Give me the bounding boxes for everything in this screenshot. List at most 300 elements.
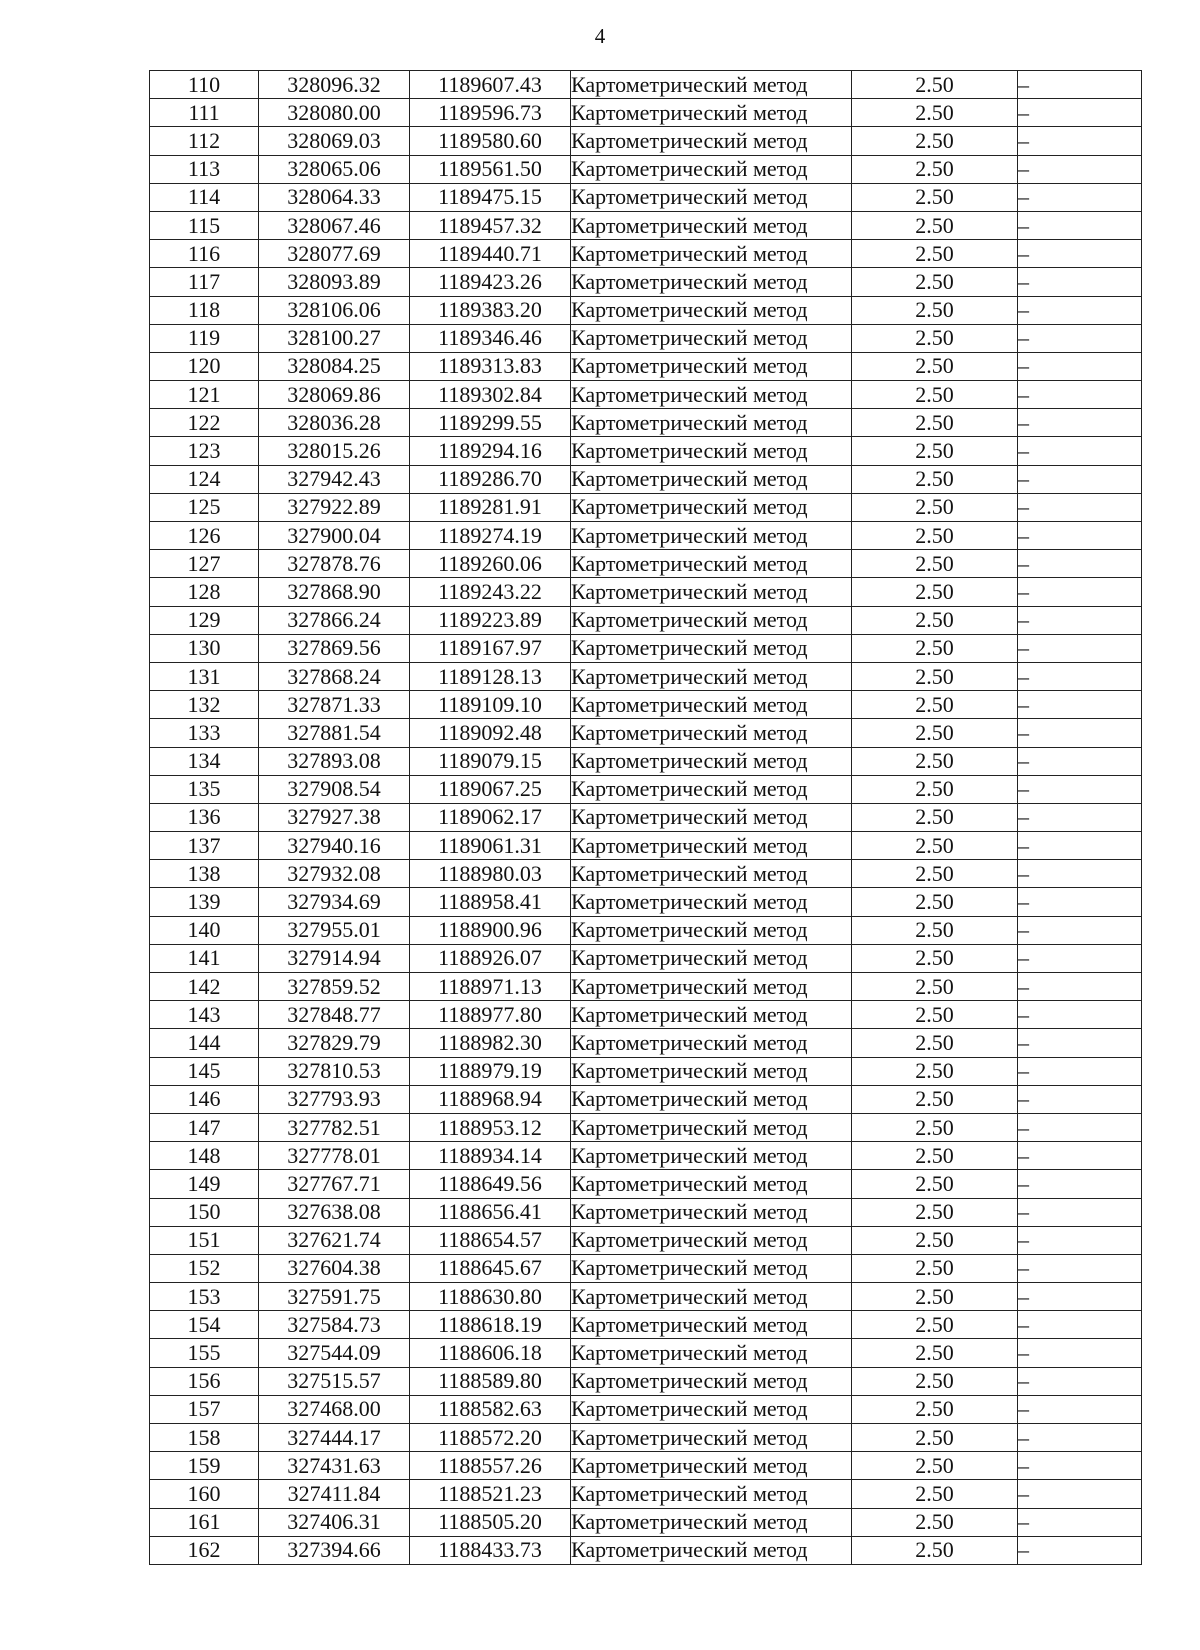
y-coordinate-cell: 1189561.50 [410, 155, 571, 183]
point-number-cell: 135 [150, 775, 259, 803]
x-coordinate-cell: 327604.38 [259, 1254, 410, 1282]
accuracy-cell: 2.50 [852, 1029, 1018, 1057]
accuracy-cell: 2.50 [852, 1085, 1018, 1113]
note-cell: – [1018, 127, 1142, 155]
method-cell: Картометрический метод [571, 1001, 852, 1029]
method-cell: Картометрический метод [571, 127, 852, 155]
y-coordinate-cell: 1189580.60 [410, 127, 571, 155]
table-row [150, 268, 1142, 296]
accuracy-cell: 2.50 [852, 1424, 1018, 1452]
table-row [150, 973, 1142, 1001]
method-cell: Картометрический метод [571, 775, 852, 803]
x-coordinate-cell: 327584.73 [259, 1311, 410, 1339]
note-cell: – [1018, 1029, 1142, 1057]
accuracy-cell: 2.50 [852, 860, 1018, 888]
method-cell: Картометрический метод [571, 296, 852, 324]
accuracy-cell: 2.50 [852, 240, 1018, 268]
accuracy-cell: 2.50 [852, 550, 1018, 578]
accuracy-cell: 2.50 [852, 324, 1018, 352]
method-cell: Картометрический метод [571, 634, 852, 662]
table-row [150, 944, 1142, 972]
y-coordinate-cell: 1188630.80 [410, 1283, 571, 1311]
method-cell: Картометрический метод [571, 437, 852, 465]
accuracy-cell: 2.50 [852, 578, 1018, 606]
note-cell: – [1018, 381, 1142, 409]
method-cell: Картометрический метод [571, 183, 852, 211]
table-row [150, 183, 1142, 211]
method-cell: Картометрический метод [571, 1367, 852, 1395]
method-cell: Картометрический метод [571, 409, 852, 437]
method-cell: Картометрический метод [571, 352, 852, 380]
method-cell: Картометрический метод [571, 99, 852, 127]
point-number-cell: 119 [150, 324, 259, 352]
table-row [150, 296, 1142, 324]
point-number-cell: 151 [150, 1226, 259, 1254]
x-coordinate-cell: 327793.93 [259, 1085, 410, 1113]
note-cell: – [1018, 832, 1142, 860]
method-cell: Картометрический метод [571, 211, 852, 239]
y-coordinate-cell: 1189067.25 [410, 775, 571, 803]
table-row [150, 437, 1142, 465]
accuracy-cell: 2.50 [852, 127, 1018, 155]
accuracy-cell: 2.50 [852, 352, 1018, 380]
y-coordinate-cell: 1188971.13 [410, 973, 571, 1001]
page-number: 4 [594, 24, 606, 48]
accuracy-cell: 2.50 [852, 99, 1018, 127]
method-cell: Картометрический метод [571, 944, 852, 972]
method-cell: Картометрический метод [571, 747, 852, 775]
point-number-cell: 149 [150, 1170, 259, 1198]
y-coordinate-cell: 1189423.26 [410, 268, 571, 296]
note-cell: – [1018, 691, 1142, 719]
accuracy-cell: 2.50 [852, 522, 1018, 550]
note-cell: – [1018, 352, 1142, 380]
point-number-cell: 156 [150, 1367, 259, 1395]
table-row [150, 1480, 1142, 1508]
note-cell: – [1018, 1367, 1142, 1395]
accuracy-cell: 2.50 [852, 634, 1018, 662]
note-cell: – [1018, 183, 1142, 211]
method-cell: Картометрический метод [571, 493, 852, 521]
y-coordinate-cell: 1189302.84 [410, 381, 571, 409]
method-cell: Картометрический метод [571, 1170, 852, 1198]
y-coordinate-cell: 1189167.97 [410, 634, 571, 662]
point-number-cell: 127 [150, 550, 259, 578]
x-coordinate-cell: 327468.00 [259, 1395, 410, 1423]
method-cell: Картометрический метод [571, 1508, 852, 1536]
x-coordinate-cell: 327431.63 [259, 1452, 410, 1480]
method-cell: Картометрический метод [571, 1142, 852, 1170]
y-coordinate-cell: 1188649.56 [410, 1170, 571, 1198]
x-coordinate-cell: 327900.04 [259, 522, 410, 550]
note-cell: – [1018, 634, 1142, 662]
note-cell: – [1018, 71, 1142, 99]
table-row [150, 1226, 1142, 1254]
y-coordinate-cell: 1189475.15 [410, 183, 571, 211]
accuracy-cell: 2.50 [852, 409, 1018, 437]
point-number-cell: 118 [150, 296, 259, 324]
accuracy-cell: 2.50 [852, 1536, 1018, 1564]
point-number-cell: 130 [150, 634, 259, 662]
table-row [150, 1367, 1142, 1395]
y-coordinate-cell: 1189092.48 [410, 719, 571, 747]
x-coordinate-cell: 328093.89 [259, 268, 410, 296]
point-number-cell: 132 [150, 691, 259, 719]
y-coordinate-cell: 1189346.46 [410, 324, 571, 352]
accuracy-cell: 2.50 [852, 1198, 1018, 1226]
note-cell: – [1018, 1001, 1142, 1029]
accuracy-cell: 2.50 [852, 944, 1018, 972]
y-coordinate-cell: 1189440.71 [410, 240, 571, 268]
method-cell: Картометрический метод [571, 240, 852, 268]
point-number-cell: 158 [150, 1424, 259, 1452]
y-coordinate-cell: 1188982.30 [410, 1029, 571, 1057]
y-coordinate-cell: 1189223.89 [410, 606, 571, 634]
point-number-cell: 133 [150, 719, 259, 747]
point-number-cell: 155 [150, 1339, 259, 1367]
point-number-cell: 148 [150, 1142, 259, 1170]
note-cell: – [1018, 99, 1142, 127]
point-number-cell: 117 [150, 268, 259, 296]
y-coordinate-cell: 1188572.20 [410, 1424, 571, 1452]
y-coordinate-cell: 1189281.91 [410, 493, 571, 521]
method-cell: Картометрический метод [571, 71, 852, 99]
x-coordinate-cell: 327544.09 [259, 1339, 410, 1367]
x-coordinate-cell: 327411.84 [259, 1480, 410, 1508]
y-coordinate-cell: 1188980.03 [410, 860, 571, 888]
accuracy-cell: 2.50 [852, 296, 1018, 324]
accuracy-cell: 2.50 [852, 1395, 1018, 1423]
table-row [150, 1536, 1142, 1564]
accuracy-cell: 2.50 [852, 1480, 1018, 1508]
x-coordinate-cell: 327881.54 [259, 719, 410, 747]
table-row [150, 1311, 1142, 1339]
accuracy-cell: 2.50 [852, 662, 1018, 690]
y-coordinate-cell: 1189299.55 [410, 409, 571, 437]
method-cell: Картометрический метод [571, 381, 852, 409]
note-cell: – [1018, 578, 1142, 606]
x-coordinate-cell: 327782.51 [259, 1113, 410, 1141]
point-number-cell: 120 [150, 352, 259, 380]
method-cell: Картометрический метод [571, 1480, 852, 1508]
x-coordinate-cell: 328080.00 [259, 99, 410, 127]
method-cell: Картометрический метод [571, 522, 852, 550]
y-coordinate-cell: 1188654.57 [410, 1226, 571, 1254]
accuracy-cell: 2.50 [852, 1113, 1018, 1141]
table-row [150, 240, 1142, 268]
method-cell: Картометрический метод [571, 155, 852, 183]
note-cell: – [1018, 211, 1142, 239]
accuracy-cell: 2.50 [852, 973, 1018, 1001]
table-row [150, 550, 1142, 578]
method-cell: Картометрический метод [571, 973, 852, 1001]
point-number-cell: 113 [150, 155, 259, 183]
y-coordinate-cell: 1189109.10 [410, 691, 571, 719]
table-row [150, 803, 1142, 831]
table-row [150, 352, 1142, 380]
table-row [150, 99, 1142, 127]
table-row [150, 1508, 1142, 1536]
note-cell: – [1018, 1226, 1142, 1254]
method-cell: Картометрический метод [571, 268, 852, 296]
x-coordinate-cell: 327859.52 [259, 973, 410, 1001]
x-coordinate-cell: 328069.86 [259, 381, 410, 409]
table-row [150, 860, 1142, 888]
note-cell: – [1018, 550, 1142, 578]
table-row [150, 381, 1142, 409]
point-number-cell: 143 [150, 1001, 259, 1029]
x-coordinate-cell: 328067.46 [259, 211, 410, 239]
table-row [150, 1254, 1142, 1282]
point-number-cell: 134 [150, 747, 259, 775]
note-cell: – [1018, 1198, 1142, 1226]
note-cell: – [1018, 973, 1142, 1001]
y-coordinate-cell: 1189607.43 [410, 71, 571, 99]
note-cell: – [1018, 1395, 1142, 1423]
y-coordinate-cell: 1189062.17 [410, 803, 571, 831]
accuracy-cell: 2.50 [852, 719, 1018, 747]
accuracy-cell: 2.50 [852, 1283, 1018, 1311]
x-coordinate-cell: 327869.56 [259, 634, 410, 662]
y-coordinate-cell: 1189457.32 [410, 211, 571, 239]
table-row [150, 127, 1142, 155]
table-row [150, 662, 1142, 690]
accuracy-cell: 2.50 [852, 1226, 1018, 1254]
accuracy-cell: 2.50 [852, 775, 1018, 803]
note-cell: – [1018, 1424, 1142, 1452]
x-coordinate-cell: 327515.57 [259, 1367, 410, 1395]
note-cell: – [1018, 155, 1142, 183]
point-number-cell: 159 [150, 1452, 259, 1480]
table-row [150, 522, 1142, 550]
table-row [150, 775, 1142, 803]
accuracy-cell: 2.50 [852, 1001, 1018, 1029]
y-coordinate-cell: 1189079.15 [410, 747, 571, 775]
note-cell: – [1018, 493, 1142, 521]
point-number-cell: 131 [150, 662, 259, 690]
x-coordinate-cell: 328065.06 [259, 155, 410, 183]
point-number-cell: 112 [150, 127, 259, 155]
table-row [150, 719, 1142, 747]
x-coordinate-cell: 327868.24 [259, 662, 410, 690]
table-row [150, 634, 1142, 662]
y-coordinate-cell: 1189260.06 [410, 550, 571, 578]
point-number-cell: 144 [150, 1029, 259, 1057]
method-cell: Картометрический метод [571, 1029, 852, 1057]
y-coordinate-cell: 1189294.16 [410, 437, 571, 465]
x-coordinate-cell: 327778.01 [259, 1142, 410, 1170]
accuracy-cell: 2.50 [852, 747, 1018, 775]
y-coordinate-cell: 1188433.73 [410, 1536, 571, 1564]
method-cell: Картометрический метод [571, 1057, 852, 1085]
table-row [150, 409, 1142, 437]
accuracy-cell: 2.50 [852, 1311, 1018, 1339]
y-coordinate-cell: 1188582.63 [410, 1395, 571, 1423]
x-coordinate-cell: 327868.90 [259, 578, 410, 606]
accuracy-cell: 2.50 [852, 1339, 1018, 1367]
x-coordinate-cell: 327893.08 [259, 747, 410, 775]
y-coordinate-cell: 1188589.80 [410, 1367, 571, 1395]
point-number-cell: 136 [150, 803, 259, 831]
point-number-cell: 124 [150, 465, 259, 493]
table-row [150, 578, 1142, 606]
note-cell: – [1018, 719, 1142, 747]
x-coordinate-cell: 327871.33 [259, 691, 410, 719]
table-row [150, 1395, 1142, 1423]
x-coordinate-cell: 327829.79 [259, 1029, 410, 1057]
point-number-cell: 126 [150, 522, 259, 550]
note-cell: – [1018, 522, 1142, 550]
y-coordinate-cell: 1188521.23 [410, 1480, 571, 1508]
note-cell: – [1018, 1170, 1142, 1198]
point-number-cell: 161 [150, 1508, 259, 1536]
x-coordinate-cell: 327848.77 [259, 1001, 410, 1029]
x-coordinate-cell: 327444.17 [259, 1424, 410, 1452]
method-cell: Картометрический метод [571, 1226, 852, 1254]
method-cell: Картометрический метод [571, 1113, 852, 1141]
table-row [150, 1001, 1142, 1029]
x-coordinate-cell: 328096.32 [259, 71, 410, 99]
y-coordinate-cell: 1188505.20 [410, 1508, 571, 1536]
note-cell: – [1018, 1113, 1142, 1141]
accuracy-cell: 2.50 [852, 1057, 1018, 1085]
accuracy-cell: 2.50 [852, 211, 1018, 239]
method-cell: Картометрический метод [571, 1085, 852, 1113]
table-row [150, 1085, 1142, 1113]
accuracy-cell: 2.50 [852, 1142, 1018, 1170]
method-cell: Картометрический метод [571, 1283, 852, 1311]
note-cell: – [1018, 465, 1142, 493]
y-coordinate-cell: 1189274.19 [410, 522, 571, 550]
y-coordinate-cell: 1188656.41 [410, 1198, 571, 1226]
x-coordinate-cell: 327940.16 [259, 832, 410, 860]
point-number-cell: 121 [150, 381, 259, 409]
x-coordinate-cell: 327934.69 [259, 888, 410, 916]
method-cell: Картометрический метод [571, 691, 852, 719]
table-row [150, 1170, 1142, 1198]
point-number-cell: 160 [150, 1480, 259, 1508]
accuracy-cell: 2.50 [852, 381, 1018, 409]
x-coordinate-cell: 328106.06 [259, 296, 410, 324]
x-coordinate-cell: 327767.71 [259, 1170, 410, 1198]
table-row [150, 1113, 1142, 1141]
note-cell: – [1018, 1283, 1142, 1311]
y-coordinate-cell: 1188557.26 [410, 1452, 571, 1480]
table-row [150, 1029, 1142, 1057]
table-row [150, 211, 1142, 239]
accuracy-cell: 2.50 [852, 465, 1018, 493]
note-cell: – [1018, 1254, 1142, 1282]
accuracy-cell: 2.50 [852, 803, 1018, 831]
accuracy-cell: 2.50 [852, 832, 1018, 860]
x-coordinate-cell: 327942.43 [259, 465, 410, 493]
table-row [150, 155, 1142, 183]
point-number-cell: 123 [150, 437, 259, 465]
note-cell: – [1018, 747, 1142, 775]
method-cell: Картометрический метод [571, 1198, 852, 1226]
table-row [150, 916, 1142, 944]
table-row [150, 1057, 1142, 1085]
point-number-cell: 147 [150, 1113, 259, 1141]
y-coordinate-cell: 1188977.80 [410, 1001, 571, 1029]
note-cell: – [1018, 1085, 1142, 1113]
x-coordinate-cell: 327394.66 [259, 1536, 410, 1564]
accuracy-cell: 2.50 [852, 437, 1018, 465]
note-cell: – [1018, 1508, 1142, 1536]
note-cell: – [1018, 1057, 1142, 1085]
x-coordinate-cell: 328036.28 [259, 409, 410, 437]
method-cell: Картометрический метод [571, 832, 852, 860]
table-row [150, 1283, 1142, 1311]
table-row [150, 691, 1142, 719]
note-cell: – [1018, 1536, 1142, 1564]
method-cell: Картометрический метод [571, 1395, 852, 1423]
accuracy-cell: 2.50 [852, 1508, 1018, 1536]
note-cell: – [1018, 296, 1142, 324]
accuracy-cell: 2.50 [852, 606, 1018, 634]
accuracy-cell: 2.50 [852, 916, 1018, 944]
table-row [150, 1339, 1142, 1367]
point-number-cell: 142 [150, 973, 259, 1001]
method-cell: Картометрический метод [571, 606, 852, 634]
x-coordinate-cell: 328069.03 [259, 127, 410, 155]
note-cell: – [1018, 803, 1142, 831]
x-coordinate-cell: 327638.08 [259, 1198, 410, 1226]
point-number-cell: 114 [150, 183, 259, 211]
note-cell: – [1018, 1480, 1142, 1508]
point-number-cell: 111 [150, 99, 259, 127]
method-cell: Картометрический метод [571, 888, 852, 916]
table-row [150, 465, 1142, 493]
method-cell: Картометрический метод [571, 1339, 852, 1367]
table-row [150, 324, 1142, 352]
y-coordinate-cell: 1188958.41 [410, 888, 571, 916]
x-coordinate-cell: 327406.31 [259, 1508, 410, 1536]
note-cell: – [1018, 888, 1142, 916]
note-cell: – [1018, 916, 1142, 944]
table-row [150, 747, 1142, 775]
y-coordinate-cell: 1188968.94 [410, 1085, 571, 1113]
note-cell: – [1018, 1142, 1142, 1170]
x-coordinate-cell: 327866.24 [259, 606, 410, 634]
table-row [150, 1198, 1142, 1226]
note-cell: – [1018, 268, 1142, 296]
method-cell: Картометрический метод [571, 803, 852, 831]
method-cell: Картометрический метод [571, 1424, 852, 1452]
x-coordinate-cell: 327591.75 [259, 1283, 410, 1311]
table-row [150, 1452, 1142, 1480]
y-coordinate-cell: 1188900.96 [410, 916, 571, 944]
point-number-cell: 125 [150, 493, 259, 521]
y-coordinate-cell: 1189286.70 [410, 465, 571, 493]
note-cell: – [1018, 944, 1142, 972]
accuracy-cell: 2.50 [852, 691, 1018, 719]
accuracy-cell: 2.50 [852, 1452, 1018, 1480]
point-number-cell: 116 [150, 240, 259, 268]
point-number-cell: 122 [150, 409, 259, 437]
x-coordinate-cell: 327914.94 [259, 944, 410, 972]
y-coordinate-cell: 1189061.31 [410, 832, 571, 860]
point-number-cell: 115 [150, 211, 259, 239]
y-coordinate-cell: 1188979.19 [410, 1057, 571, 1085]
y-coordinate-cell: 1188934.14 [410, 1142, 571, 1170]
x-coordinate-cell: 328100.27 [259, 324, 410, 352]
note-cell: – [1018, 240, 1142, 268]
coordinates-table [149, 70, 1142, 1565]
x-coordinate-cell: 327922.89 [259, 493, 410, 521]
method-cell: Картометрический метод [571, 719, 852, 747]
point-number-cell: 145 [150, 1057, 259, 1085]
